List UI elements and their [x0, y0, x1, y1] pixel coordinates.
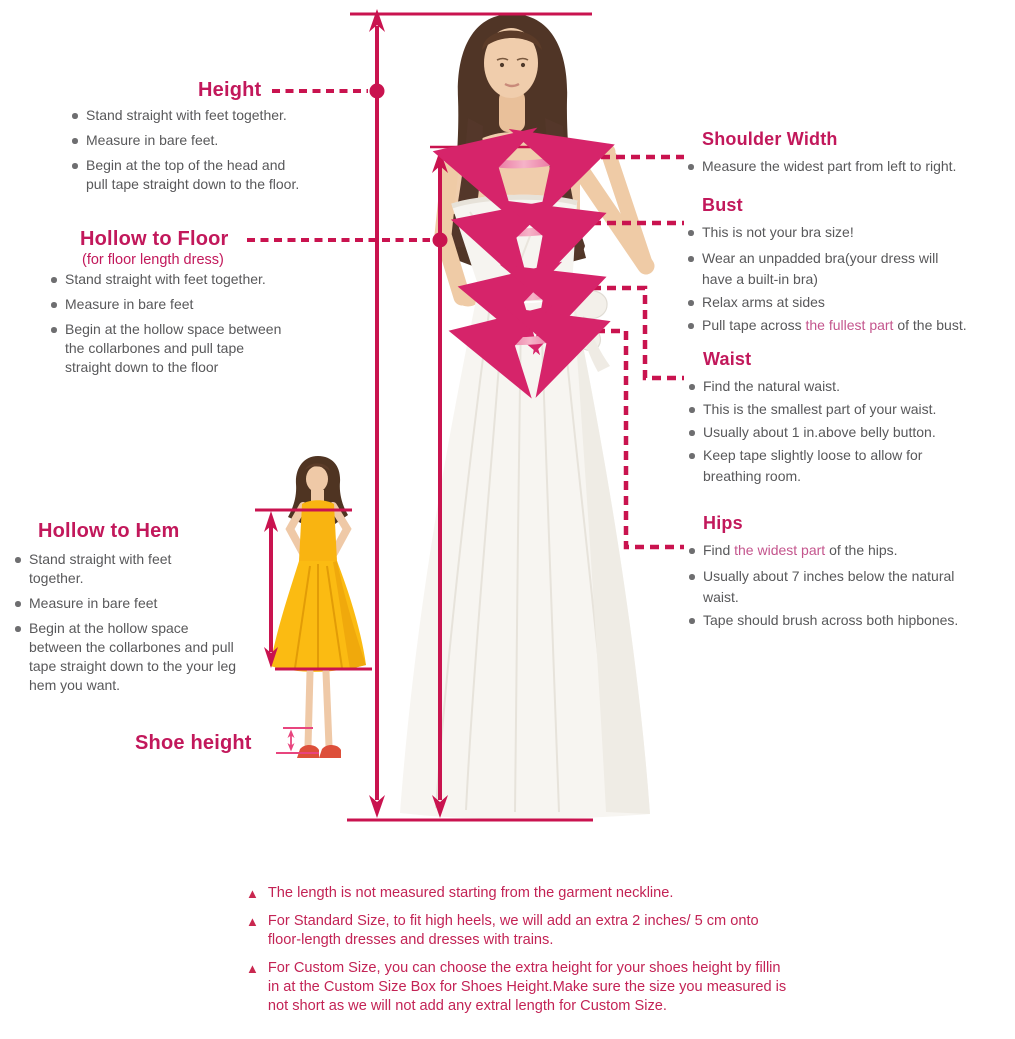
- shoulder-width-title: Shoulder Width: [702, 129, 838, 149]
- bullet-item: Measure in bare feet: [65, 295, 365, 314]
- hollow-to-floor-bullets: [65, 270, 365, 377]
- note-item: ▲ The length is not measured starting from the garment neckline.: [246, 885, 674, 901]
- section-height: [86, 100, 386, 200]
- main-model-figure: [400, 14, 650, 819]
- section-hips: [703, 512, 1015, 633]
- bullet-item: Find the widest part of the hips.: [703, 540, 1015, 561]
- height-leader: [272, 84, 385, 99]
- hollow-to-hem-bullets: [29, 550, 279, 695]
- section-hollow-to-floor: [65, 264, 365, 383]
- bullet-item: Stand straight with feet together.: [29, 550, 279, 588]
- section-hollow-to-hem: [29, 544, 279, 701]
- bust-bullets: [702, 222, 1014, 336]
- bullet-item: Keep tape slightly loose to allow for breathing room.: [703, 445, 1015, 487]
- triangle-bullet-icon: ▲: [246, 961, 259, 976]
- triangle-bullet-icon: ▲: [246, 886, 259, 901]
- bullet-item: Begin at the hollow space between the collarbones and pull tape straight down to the floor: [65, 320, 365, 377]
- hips-title: Hips: [703, 513, 743, 533]
- bullet-item: Measure in bare feet: [29, 594, 279, 613]
- hollow-to-floor-title: Hollow to Floor: [80, 228, 229, 250]
- bullet-item: Relax arms at sides: [702, 292, 1014, 313]
- hips-bullets: [703, 540, 1015, 631]
- bullet-item: This is not your bra size!: [702, 222, 1014, 243]
- waist-bullets: [703, 376, 1015, 487]
- bullet-item: Measure in bare feet.: [86, 131, 386, 150]
- bullet-item: Stand straight with feet together.: [86, 106, 386, 125]
- section-bust: [702, 194, 1014, 338]
- bust-title: Bust: [702, 195, 743, 215]
- shoe-height-title: Shoe height: [135, 732, 252, 754]
- section-shoe-height: [135, 732, 252, 754]
- hollow-to-floor-leader: [247, 233, 448, 248]
- note-item: ▲ For Custom Size, you can choose the extra height for your shoes height by fillin in at the Custom Size Box for Shoes Height.Make sure the size you measured is not short as we will not add any extral length for Custom Size.: [246, 960, 787, 1014]
- section-hollow-to-hem-title: [38, 520, 180, 542]
- bullet-item: This is the smallest part of your waist.: [703, 399, 1015, 420]
- bullet-item: Usually about 7 inches below the natural waist.: [703, 566, 1015, 608]
- bullet-item: Measure the widest part from left to right.: [702, 156, 1012, 177]
- bullet-item: Find the natural waist.: [703, 376, 1015, 397]
- bullet-item: Stand straight with feet together.: [65, 270, 365, 289]
- section-shoulder-width: [702, 128, 1012, 179]
- height-title: Height: [198, 79, 262, 101]
- section-height-title: [198, 79, 261, 101]
- bullet-item: Tape should brush across both hipbones.: [703, 610, 1015, 631]
- triangle-bullet-icon: ▲: [246, 914, 259, 929]
- bullet-item: Usually about 1 in.above belly button.: [703, 422, 1015, 443]
- hollow-to-floor-subtitle: (for floor length dress): [82, 252, 224, 268]
- bullet-item: Begin at the top of the head and pull tape straight down to the floor.: [86, 156, 386, 194]
- height-bullets: [86, 106, 386, 194]
- note-item: ▲ For Standard Size, to fit high heels, we will add an extra 2 inches/ 5 cm onto floor-length dresses and dresses with trains.: [246, 913, 759, 948]
- section-waist: [703, 348, 1015, 489]
- bullet-item: Pull tape across the fullest part of the bust.: [702, 315, 1014, 336]
- section-hollow-to-floor-title: [80, 228, 229, 268]
- bullet-item: Begin at the hollow space between the collarbones and pull tape straight down to the your leg hem you want.: [29, 619, 279, 695]
- notes-list: [246, 884, 886, 1025]
- petite-model-figure: [270, 456, 366, 758]
- hollow-to-hem-title: Hollow to Hem: [38, 520, 180, 542]
- waist-title: Waist: [703, 349, 752, 369]
- shoulder-width-bullets: [702, 156, 1012, 177]
- bullet-item: Wear an unpadded bra(your dress will have a built-in bra): [702, 248, 1014, 290]
